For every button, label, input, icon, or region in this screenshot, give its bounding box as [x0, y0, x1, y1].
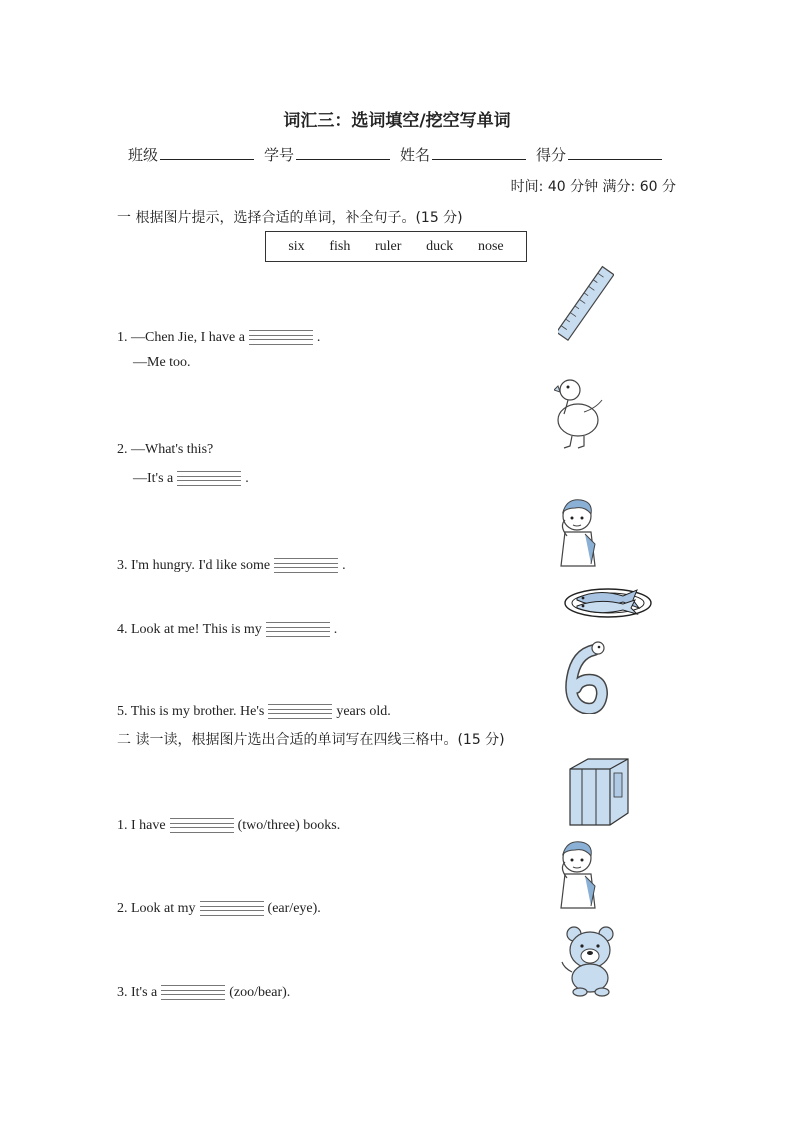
- answer-lines[interactable]: [274, 556, 338, 573]
- fish-plate-icon: [563, 582, 653, 620]
- answer-lines[interactable]: [268, 702, 332, 719]
- class-label: 班级: [128, 146, 159, 164]
- answer-lines[interactable]: [200, 899, 264, 916]
- question-text: 4. Look at me! This is my: [117, 622, 262, 637]
- question-text: 1. I have: [117, 818, 166, 833]
- question-2-2: [117, 899, 321, 917]
- section1-heading: 一 根据图片提示，选择合适的单词，补全句子。(15 分): [117, 210, 463, 226]
- question-text: years old.: [336, 704, 391, 719]
- score-field: [536, 144, 662, 165]
- question-text: 3. It's a: [117, 985, 158, 1000]
- ruler-icon: [558, 264, 614, 344]
- duck-icon: [554, 376, 606, 452]
- boy-icon: [555, 838, 603, 910]
- question-text: 1. —Chen Jie, I have a: [117, 330, 245, 345]
- boy-icon: [555, 496, 603, 568]
- question-1-1-reply: —Me too.: [133, 355, 191, 370]
- name-field: [400, 144, 526, 165]
- word-bank-item: nose: [477, 238, 504, 254]
- question-1-4: [117, 620, 337, 638]
- question-text: .: [342, 558, 346, 573]
- books-icon: [566, 755, 630, 831]
- answer-lines[interactable]: [161, 983, 225, 1000]
- section2-heading: 二 读一读，根据图片选出合适的单词写在四线三格中。(15 分): [117, 732, 505, 748]
- name-label: 姓名: [400, 146, 431, 164]
- question-1-2-reply: [133, 469, 249, 487]
- page-title: 词汇三：选词填空/挖空写单词: [283, 111, 511, 131]
- answer-lines[interactable]: [266, 620, 330, 637]
- class-blank[interactable]: [160, 145, 254, 160]
- number-label: 学号: [264, 146, 295, 164]
- question-2-1: [117, 816, 340, 834]
- answer-lines[interactable]: [249, 328, 313, 345]
- question-text: 2. Look at my: [117, 901, 196, 916]
- question-text: .: [316, 330, 321, 345]
- question-1-2: 2. —What's this?: [117, 442, 214, 457]
- number-six-icon: [562, 640, 610, 714]
- question-text: 3. I'm hungry. I'd like some: [117, 558, 271, 573]
- question-text: (ear/eye).: [267, 901, 321, 916]
- time-note: 时间: 40 分钟 满分: 60 分: [510, 179, 676, 195]
- question-1-5: [117, 702, 391, 720]
- word-bank: [265, 231, 527, 262]
- question-1-1: [117, 328, 320, 346]
- answer-lines[interactable]: [177, 469, 241, 486]
- question-text: .: [245, 471, 249, 486]
- word-bank-item: ruler: [374, 238, 402, 254]
- score-label: 得分: [536, 146, 567, 164]
- word-bank-item: six: [288, 238, 305, 254]
- question-1-3: [117, 556, 346, 574]
- bear-icon: [560, 922, 620, 998]
- word-bank-item: fish: [329, 238, 351, 254]
- question-text: (two/three) books.: [237, 818, 341, 833]
- question-2-3: [117, 983, 290, 1001]
- word-bank-item: duck: [426, 238, 454, 254]
- question-text: (zoo/bear).: [229, 985, 291, 1000]
- number-blank[interactable]: [296, 145, 390, 160]
- question-text: .: [333, 622, 338, 637]
- question-text: 5. This is my brother. He's: [117, 704, 265, 719]
- name-blank[interactable]: [432, 145, 526, 160]
- score-blank[interactable]: [568, 145, 662, 160]
- number-field: [264, 144, 390, 165]
- class-field: [128, 144, 254, 165]
- answer-lines[interactable]: [170, 816, 234, 833]
- question-text: —It's a: [133, 471, 174, 486]
